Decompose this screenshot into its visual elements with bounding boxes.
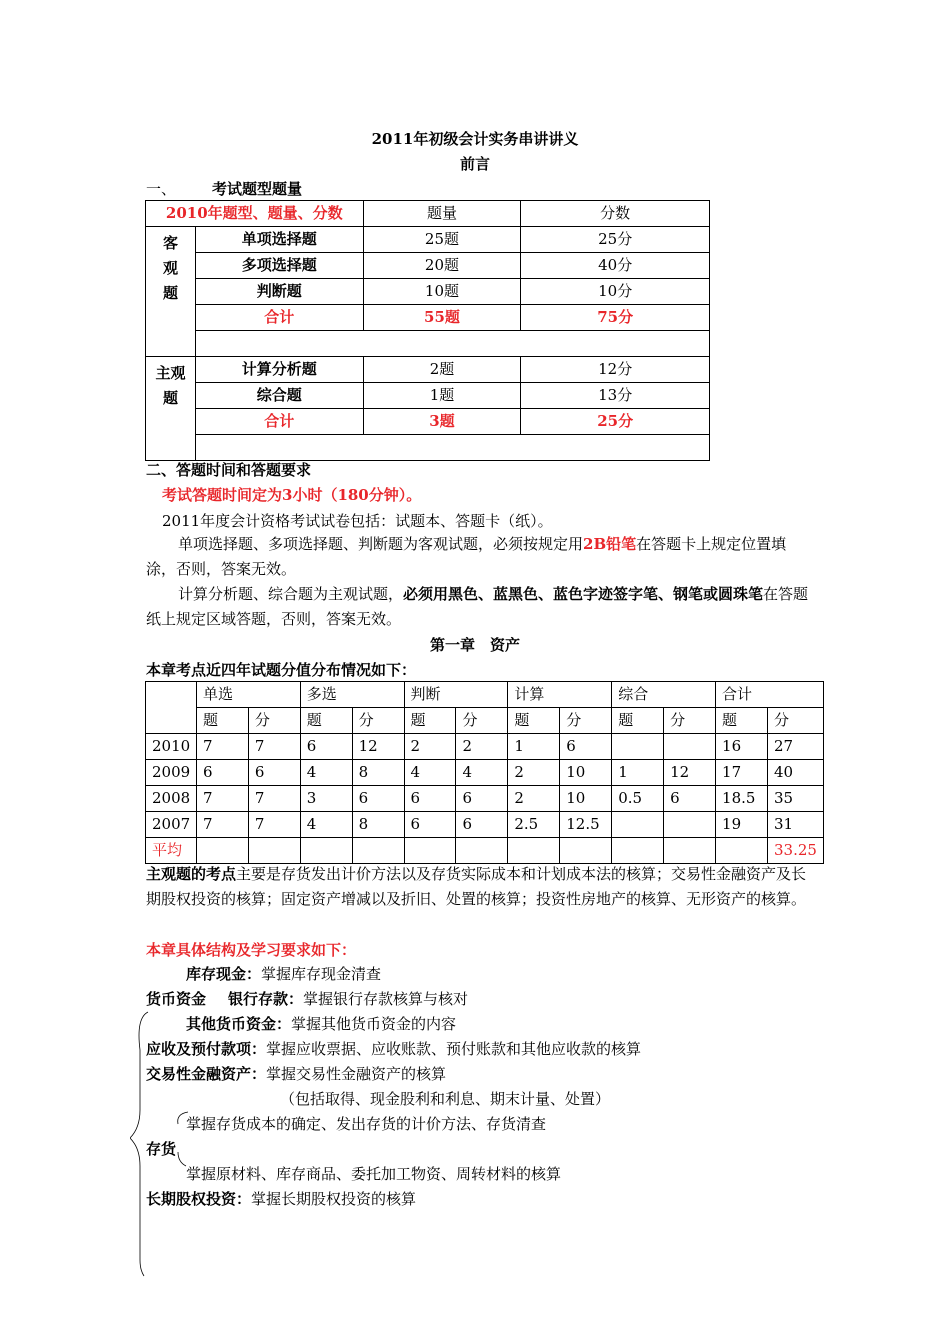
table2-group-header: 多选 [300,682,404,708]
money-funds-label: 货币资金 [146,990,207,1008]
other-funds-text: 掌握其他货币资金的内容 [291,1015,457,1033]
table2-cell: 7 [248,786,300,812]
cash-text: 掌握库存现金清查 [261,965,382,983]
table1-blank-row [195,435,709,461]
table2-cell: 2 [508,786,560,812]
table2-cell: 12 [664,760,716,786]
table1-cell: 13分 [521,383,710,409]
inventory-line-1: 掌握存货成本的确定、发出存货的计价方法、存货清查 [186,1115,547,1133]
pen-requirement: 必须用黑色、蓝黑色、蓝色字迹签字笔、钢笔或圆珠笔 [403,585,764,603]
table2-group-header: 单选 [196,682,300,708]
section2-heading: 二、答题时间和答题要求 [146,461,312,479]
subjective-points-paragraph [146,862,811,912]
table2-subheader: 分 [664,708,716,734]
trading-label: 交易性金融资产： [146,1065,267,1083]
cash-label: 库存现金： [186,965,262,983]
table2-subheader: 分 [767,708,823,734]
table2-cell: 3 [300,786,352,812]
table2-cell: 8 [352,760,404,786]
table2-cell: 6 [560,734,612,760]
table1-cell: 综合题 [195,383,363,409]
table2-cell: 6 [404,812,456,838]
bank-text: 掌握银行存款核算与核对 [303,990,469,1008]
score-distribution-table [145,681,824,864]
receivables-text: 掌握应收票据、应收账款、预付账款和其他应收款的核算 [266,1040,642,1058]
table1-header-count: 题量 [363,201,521,227]
table2-subheader: 题 [300,708,352,734]
table2-subheader: 题 [404,708,456,734]
table2-cell: 6 [404,786,456,812]
table2-avg-label: 平均 [146,838,197,864]
table2-cell: 6 [456,786,508,812]
subjective-question-paragraph [146,582,811,632]
table2-cell: 6 [664,786,716,812]
question-type-table [145,200,710,461]
table1-cell: 2题 [363,357,521,383]
table2-cell: 2 [456,734,508,760]
table1-cell: 计算分析题 [195,357,363,383]
structure-long-term [146,1189,416,1209]
table2-year: 2009 [146,760,197,786]
table2-cell [612,812,664,838]
table2-cell: 6 [196,760,248,786]
table2-cell: 2.5 [508,812,560,838]
table2-cell [352,838,404,864]
table2-cell: 12.5 [560,812,612,838]
table1-cell: 25分 [521,227,710,253]
table2-cell: 1 [508,734,560,760]
objective-question-paragraph [146,532,811,582]
table2-cell [508,838,560,864]
table2-cell: 6 [248,760,300,786]
table2-subheader: 题 [508,708,560,734]
table2-cell: 10 [560,786,612,812]
table2-subheader: 题 [716,708,768,734]
long-term-label: 长期股权投资： [146,1190,252,1208]
table2-cell: 4 [456,760,508,786]
table2-cell [456,838,508,864]
table2-subheader: 题 [196,708,248,734]
table2-cell [664,838,716,864]
table2-cell: 7 [196,786,248,812]
paper-composition-text: 2011年度会计资格考试试卷包括：试题本、答题卡（纸）。 [162,512,553,530]
table-row [146,734,824,760]
table2-cell: 6 [300,734,352,760]
table-row [146,760,824,786]
table2-cell: 40 [767,760,823,786]
other-funds-label: 其他货币资金： [186,1015,292,1033]
structure-receivables [146,1039,641,1059]
table2-cell [664,812,716,838]
table2-subheader: 分 [352,708,404,734]
chapter-title: 第一章 资产 [429,636,520,654]
structure-trading [146,1064,446,1084]
table1-total-count: 3题 [363,409,521,435]
table1-cell: 多项选择题 [195,253,363,279]
table-row [146,786,824,812]
table2-cell: 1 [612,760,664,786]
table2-cell: 18.5 [716,786,768,812]
table2-cell: 2 [508,760,560,786]
table2-cell: 31 [767,812,823,838]
table1-header-type: 2010年题型、题量、分数 [146,201,364,227]
table2-year: 2007 [146,812,197,838]
table2-subheader: 分 [560,708,612,734]
table1-cell: 单项选择题 [195,227,363,253]
objective-text-a: 单项选择题、多项选择题、判断题为客观试题，必须按规定用 [178,535,584,553]
table2-cell: 27 [767,734,823,760]
table1-cell: 判断题 [195,279,363,305]
structure-bank [228,989,468,1009]
table1-blank-row [195,331,709,357]
inventory-line-2: 掌握原材料、库存商品、委托加工物资、周转材料的核算 [186,1165,562,1183]
table2-subheader: 分 [248,708,300,734]
table2-cell: 7 [248,812,300,838]
table2-subheader: 题 [612,708,664,734]
subjective-text-a: 计算分析题、综合题为主观试题， [178,585,404,603]
subjective-points-text: 主要是存货发出计价方法以及存货实际成本和计划成本法的核算；交易性金融资产及长期股权投资的核算；固定资产增减以及折旧、处置的核算；投资性房地产的核算、无形资产的核算。 [146,865,807,908]
table2-cell: 6 [456,812,508,838]
table2-cell [196,838,248,864]
table1-total-count: 55题 [363,305,521,331]
subjective-text-c: 在答题纸上规定区域答题，否则，答案无效。 [146,585,809,628]
table1-cell: 10分 [521,279,710,305]
table2-cell: 7 [196,812,248,838]
table2-cell [612,734,664,760]
table2-cell: 2 [404,734,456,760]
structure-cash [186,964,381,984]
table2-cell: 8 [352,812,404,838]
table1-total-score: 25分 [521,409,710,435]
table2-cell [300,838,352,864]
table2-cell: 35 [767,786,823,812]
subjective-points-label: 主观题的考点 [146,865,237,883]
table2-cell [560,838,612,864]
bank-label: 银行存款： [228,990,304,1008]
table2-cell: 4 [300,760,352,786]
table2-cell: 19 [716,812,768,838]
receivables-label: 应收及预付款项： [146,1040,267,1058]
trading-text: 掌握交易性金融资产的核算 [266,1065,447,1083]
table2-cell: 4 [404,760,456,786]
table1-cell: 12分 [521,357,710,383]
table1-total-label: 合计 [195,409,363,435]
table2-cell [404,838,456,864]
table2-subheader: 分 [456,708,508,734]
table2-avg-value: 33.25 [767,838,823,864]
long-term-text: 掌握长期股权投资的核算 [251,1190,417,1208]
table2-group-header: 判断 [404,682,508,708]
table2-cell [664,734,716,760]
table2-cell: 17 [716,760,768,786]
inventory-label: 存货 [146,1140,177,1158]
table2-cell [612,838,664,864]
table2-cell: 7 [196,734,248,760]
trading-note: （包括取得、现金股利和利息、期末计量、处置） [280,1090,611,1108]
table2-year: 2008 [146,786,197,812]
table2-cell: 12 [352,734,404,760]
table2-group-header: 综合 [612,682,716,708]
distribution-heading: 本章考点近四年试题分值分布情况如下： [146,661,417,679]
table-row [146,812,824,838]
table2-cell [716,838,768,864]
table2-corner [146,682,197,734]
table1-cell: 10题 [363,279,521,305]
section1-heading: 考试题型题量 [212,180,303,198]
page-subtitle: 前言 [459,155,490,173]
table1-cell: 40分 [521,253,710,279]
table2-cell [248,838,300,864]
table1-cell: 1题 [363,383,521,409]
exam-time-note: 考试答题时间定为3小时（180分钟）。 [162,486,422,504]
table2-cell: 7 [248,734,300,760]
table2-cell: 10 [560,760,612,786]
table2-cell: 16 [716,734,768,760]
table1-group-objective: 客 观 题 [146,227,196,357]
structure-other-funds [186,1014,456,1034]
table1-cell: 20题 [363,253,521,279]
objective-text-c: 在答题卡上规定位置填涂，否则，答案无效。 [146,535,787,578]
table2-group-header: 计算 [508,682,612,708]
pencil-requirement: 2B铅笔 [583,535,637,553]
table1-group-subjective: 主观 题 [146,357,196,461]
page-title: 2011年初级会计实务串讲讲义 [371,130,579,148]
table2-group-header: 合计 [716,682,824,708]
table2-cell: 6 [352,786,404,812]
table2-cell: 0.5 [612,786,664,812]
table2-year: 2010 [146,734,197,760]
table1-total-label: 合计 [195,305,363,331]
section1-number: 一、 [146,180,177,198]
table2-cell: 4 [300,812,352,838]
table1-header-score: 分数 [521,201,710,227]
structure-heading: 本章具体结构及学习要求如下： [146,941,357,959]
table1-cell: 25题 [363,227,521,253]
table1-total-score: 75分 [521,305,710,331]
